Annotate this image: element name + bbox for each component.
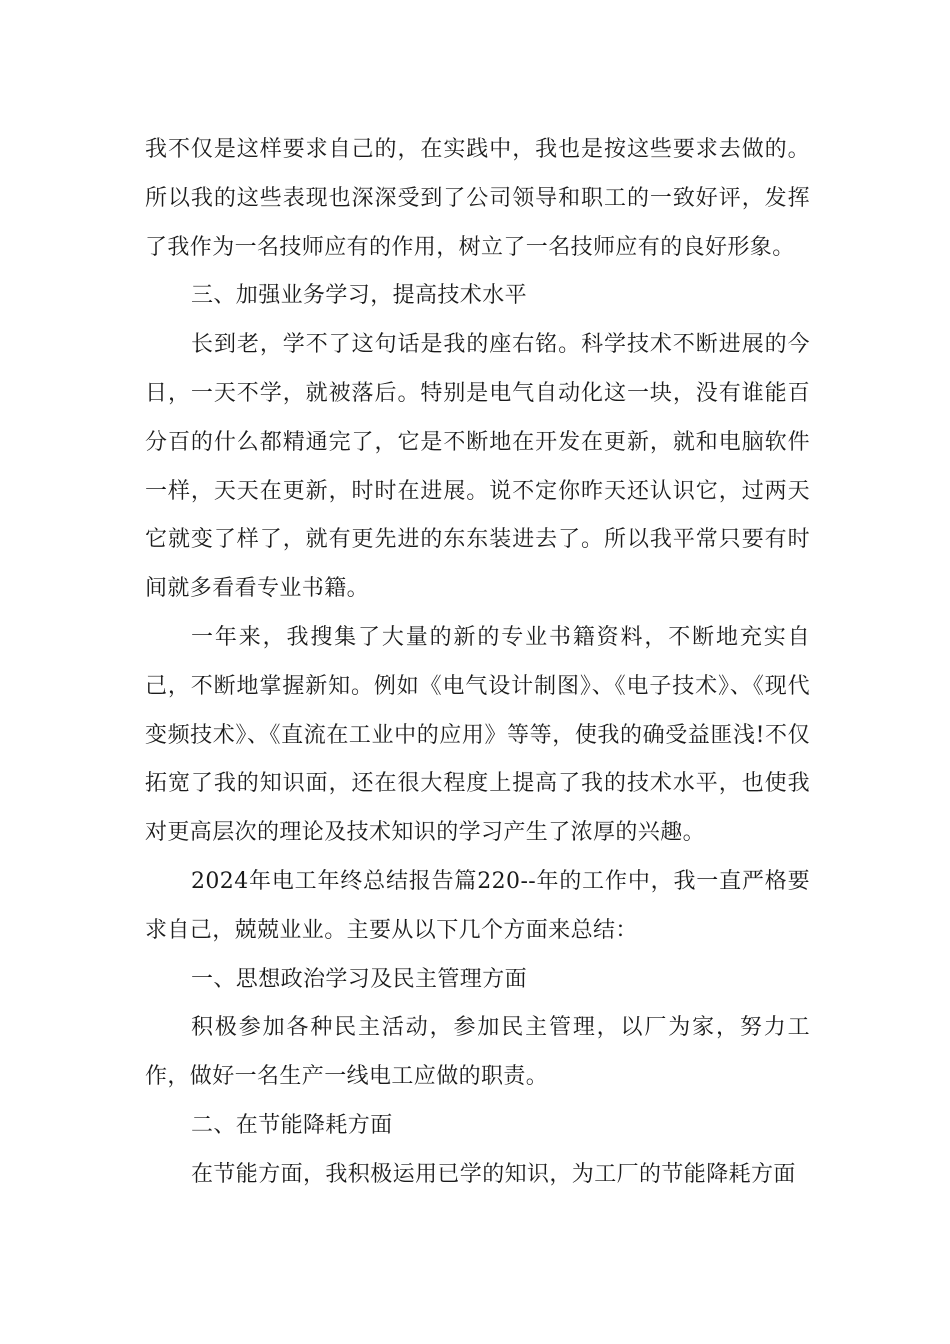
paragraph-energy: 在节能方面，我积极运用已学的知识，为工厂的节能降耗方面 — [191, 1161, 796, 1187]
section-heading-1: 一、思想政治学习及民主管理方面 — [191, 966, 528, 992]
paragraph-learning: 长到老，学不了这句话是我的座右铭。科学技术不断进展的今日，一天不学，就被落后。特别是电气自动化这一块，没有谁能百分百的什么都精通完了，它是不断地在开发在更新，就和电脑软件一样，天天在更新，时时在进展。说不定你昨天还认识它，过两天它就变了样了，就有更先进的东东装进去了。所以我平常只要有时间就多看看专业书籍。 — [145, 332, 810, 602]
section-heading-3: 三、加强业务学习，提高技术水平 — [191, 283, 528, 309]
paragraph-report-intro: 2024年电工年终总结报告篇220--年的工作中，我一直严格要求自己，兢兢业业。主要从以下几个方面来总结： — [145, 868, 810, 943]
paragraph-continued: 我不仅是这样要求自己的，在实践中，我也是按这些要求去做的。所以我的这些表现也深深受到了公司领导和职工的一致好评，发挥了我作为一名技师应有的作用，树立了一名技师应有的良好形象。 — [145, 137, 810, 260]
paragraph-democracy: 积极参加各种民主活动，参加民主管理，以厂为家，努力工作，做好一名生产一线电工应做的职责。 — [145, 1015, 810, 1090]
document-body — [145, 126, 810, 1200]
section-heading-2: 二、在节能降耗方面 — [191, 1112, 393, 1138]
paragraph-books: 一年来，我搜集了大量的新的专业书籍资料，不断地充实自己，不断地掌握新知。例如《电气设计制图》、《电子技术》、《现代变频技术》、《直流在工业中的应用》等等，使我的确受益匪浅!不仅拓宽了我的知识面，还在很大程度上提高了我的技术水平，也使我对更高层次的理论及技术知识的学习产生了浓厚的兴趣。 — [145, 624, 810, 846]
